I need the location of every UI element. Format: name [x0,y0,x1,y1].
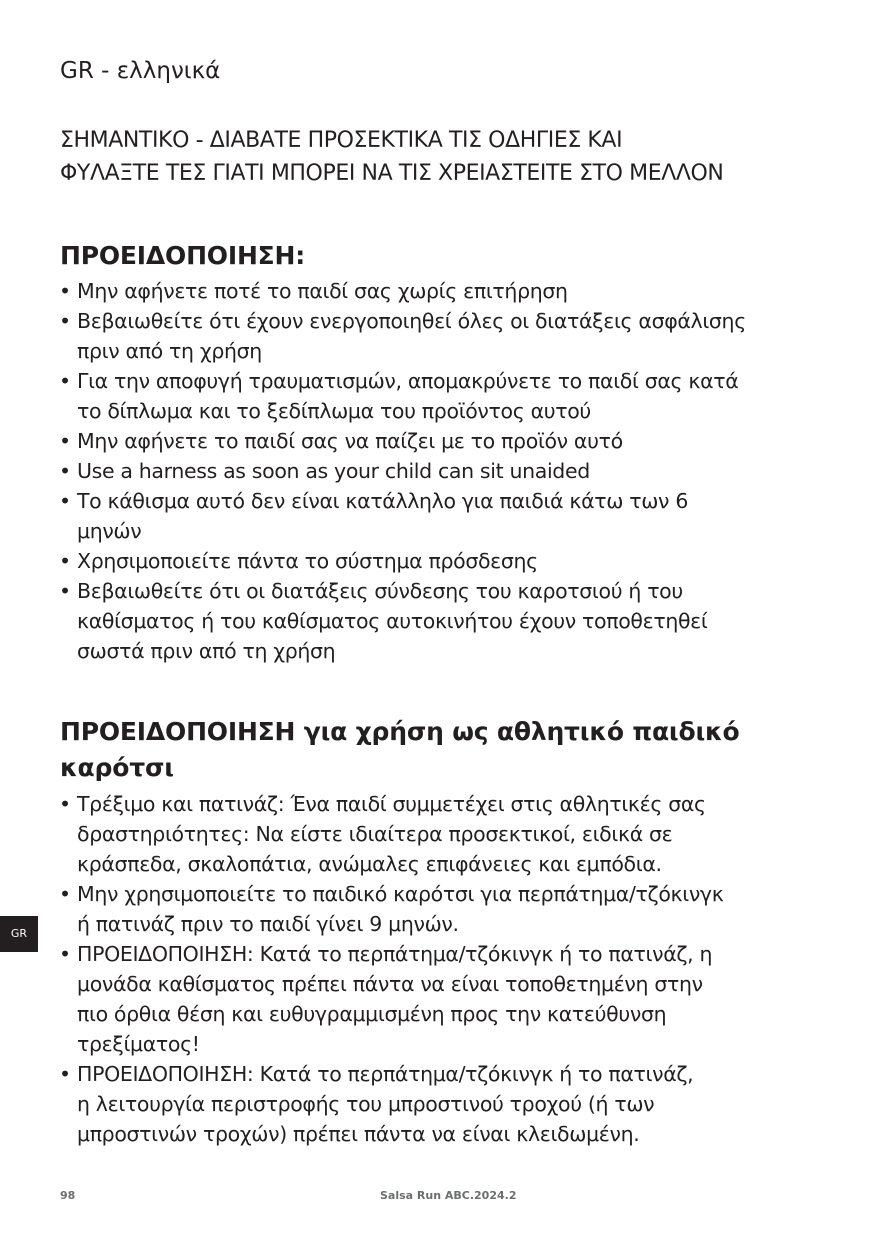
bullet-dot: • [59,279,71,303]
bullet-text-line: κράσπεδα, σκαλοπάτια, ανώμαλες επιφάνειες και εμπόδια. [77,852,662,876]
important-notice-line: ΦΥΛΑΞΤΕ ΤΕΣ ΓΙΑΤΙ ΜΠΟΡΕΙ ΝΑ ΤΙΣ ΧΡΕΙΑΣΤΕΙΤΕ ΣΤΟ ΜΕΛΛΟΝ [60,161,724,186]
bullet-item [60,486,746,546]
bullet-text-line: Βεβαιωθείτε ότι οι διατάξεις σύνδεσης του καροτσιού ή του [77,579,683,603]
bullet-dot: • [59,942,71,966]
bullet-dot: • [59,882,71,906]
footer-document-id: Salsa Run ABC.2024.2 [380,1189,517,1202]
bullet-text-line: ΠΡΟΕΙΔΟΠΟΙΗΣΗ: Κατά το περπάτημα/τζόκινγκ ή το πατινάζ, η [77,942,713,966]
bullet-text-line: Χρησιμοποιείτε πάντα το σύστημα πρόσδεσης [77,549,538,573]
footer-page-number: 98 [60,1189,76,1202]
bullet-text-line: μονάδα καθίσματος πρέπει πάντα να είναι τοποθετημένη στην [77,972,703,996]
bullet-item [60,576,746,666]
bullet-item [60,1059,723,1149]
bullet-text-line: Μην αφήνετε το παιδί σας να παίζει με το προϊόν αυτό [77,429,623,453]
warning-general-title: ΠΡΟΕΙΔΟΠΟΙΗΣΗ: [60,241,306,270]
bullet-item [60,789,723,879]
bullet-item [60,939,723,1059]
warning-sport-title-line: καρότσι [60,753,174,782]
bullet-text-line: Μην αφήνετε ποτέ το παιδί σας χωρίς επιτήρηση [77,279,568,303]
warning-sport-title [60,714,800,786]
important-notice [60,124,723,190]
bullet-dot: • [59,429,71,453]
bullet-item [60,879,723,939]
bullet-dot: • [59,369,71,393]
bullet-dot: • [59,549,71,573]
language-side-tab: GR [0,916,38,952]
bullet-text-line: Για την αποφυγή τραυματισμών, απομακρύνετε το παιδί σας κατά [77,369,739,393]
bullet-text-line: Βεβαιωθείτε ότι έχουν ενεργοποιηθεί όλες οι διατάξεις ασφάλισης [77,309,746,333]
bullet-item [60,306,746,366]
bullet-text-line: πριν από τη χρήση [77,339,262,363]
bullet-text-line: Μην χρησιμοποιείτε το παιδικό καρότσι για περπάτημα/τζόκινγκ [77,882,724,906]
bullet-item [60,456,746,486]
bullet-dot: • [59,579,71,603]
bullet-text-line: ΠΡΟΕΙΔΟΠΟΙΗΣΗ: Κατά το περπάτημα/τζόκινγκ ή το πατινάζ, [77,1062,694,1086]
bullet-item [60,276,746,306]
bullet-text-line: μπροστινών τροχών) πρέπει πάντα να είναι κλειδωμένη. [77,1122,640,1146]
bullet-text-line: τρεξίματος! [77,1032,200,1056]
warning-sport-list [60,789,723,1149]
bullet-dot: • [59,1062,71,1086]
bullet-text-line: πιο όρθια θέση και ευθυγραμμισμένη προς την κατεύθυνση [77,1002,667,1026]
bullet-dot: • [59,792,71,816]
bullet-text-line: ή πατινάζ πριν το παιδί γίνει 9 μηνών. [77,912,459,936]
bullet-text-line: Τρέξιμο και πατινάζ: Ένα παιδί συμμετέχει στις αθλητικές σας [77,792,706,816]
warning-general-list [60,276,746,666]
bullet-item [60,546,746,576]
bullet-text-line: καθίσματος ή του καθίσματος αυτοκινήτου έχουν τοποθετηθεί [77,609,708,633]
bullet-item [60,366,746,426]
bullet-dot: • [59,489,71,513]
important-notice-line: ΣΗΜΑΝΤΙΚΟ - ΔΙΑΒΑΤΕ ΠΡΟΣΕΚΤΙΚΑ ΤΙΣ ΟΔΗΓΙΕΣ ΚΑΙ [60,128,623,153]
bullet-dot: • [59,309,71,333]
language-heading: GR - ελληνικά [60,58,221,84]
bullet-text-line: σωστά πριν από τη χρήση [77,639,336,663]
bullet-text-line: Use a harness as soon as your child can sit unaided [77,459,590,483]
bullet-dot: • [59,459,71,483]
warning-sport-title-line: ΠΡΟΕΙΔΟΠΟΙΗΣΗ για χρήση ως αθλητικό παιδικό [60,717,740,746]
bullet-text-line: το δίπλωμα και το ξεδίπλωμα του προϊόντος αυτού [77,399,591,423]
bullet-text-line: μηνών [77,519,142,543]
bullet-item [60,426,746,456]
bullet-text-line: η λειτουργία περιστροφής του μπροστινού τροχού (ή των [77,1092,655,1116]
bullet-text-line: Το κάθισμα αυτό δεν είναι κατάλληλο για παιδιά κάτω των 6 [77,489,689,513]
bullet-text-line: δραστηριότητες: Να είστε ιδιαίτερα προσεκτικοί, ειδικά σε [77,822,673,846]
